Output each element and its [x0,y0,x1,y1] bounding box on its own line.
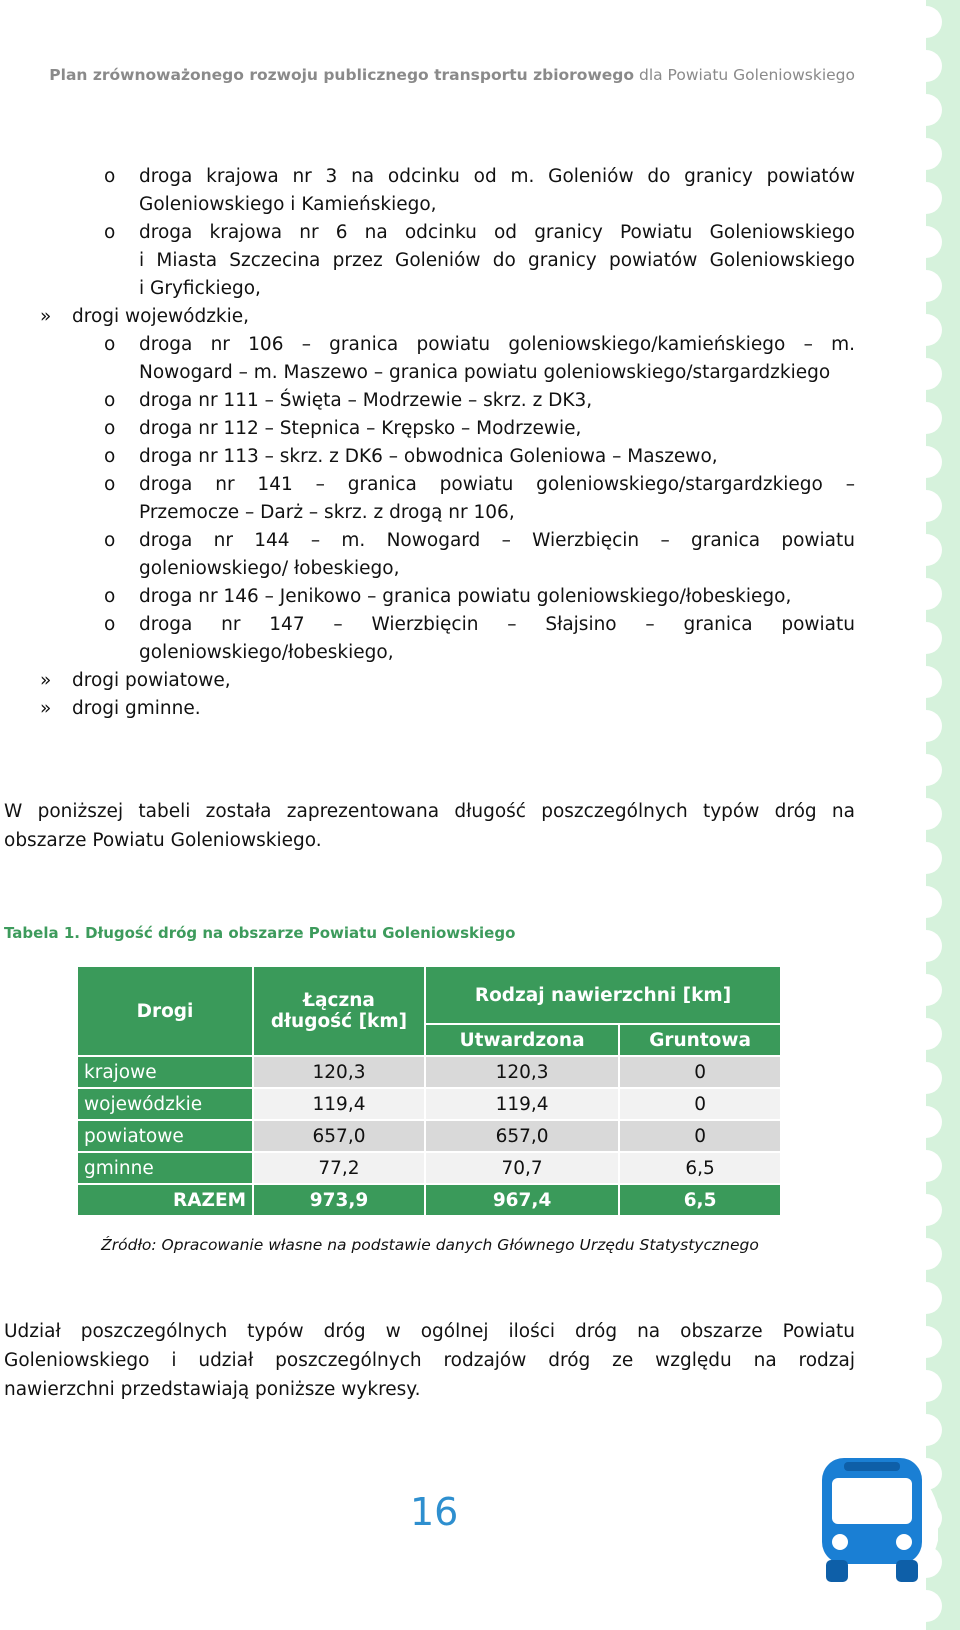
list-item-line: Przemocze – Darż – skrz. z drogą nr 106, [139,502,515,523]
cell-hardened: 657,0 [425,1120,619,1152]
row-label: wojewódzkie [77,1088,253,1120]
intro-line: W poniższej tabeli została zaprezentowana długość poszczególnych typów dróg na [4,801,855,822]
header-drogi: Drogi [77,966,253,1056]
list-item-line: droga nr 112 – Stepnica – Krępsko – Modrzewie, [139,418,582,439]
cell-total: 657,0 [253,1120,425,1152]
table-row [77,1088,781,1120]
cell-hardened: 967,4 [425,1184,619,1216]
outro-line: nawierzchni przedstawiają poniższe wykresy. [4,1379,421,1400]
bullet-marker: o [104,166,116,187]
list-item-line: droga nr 147 – Wierzbięcin – Słajsino – granica powiatu [139,614,855,635]
list-item [104,527,855,583]
header-surface-type: Rodzaj nawierzchni [km] [425,966,781,1024]
table-row [77,1120,781,1152]
cell-total: 973,9 [253,1184,425,1216]
row-label-total: RAZEM [77,1184,253,1216]
cell-dirt: 6,5 [619,1184,781,1216]
header-subtitle: dla Powiatu Goleniowskiego [638,66,855,84]
header-dirt: Gruntowa [619,1024,781,1056]
cell-total: 77,2 [253,1152,425,1184]
cell-dirt: 6,5 [619,1152,781,1184]
intro-line: obszarze Powiatu Goleniowskiego. [4,830,322,851]
list-heading-text: drogi powiatowe, [72,670,231,691]
row-label: gminne [77,1152,253,1184]
list-item-line: droga nr 106 – granica powiatu goleniowskiego/kamieńskiego – m. [139,334,855,355]
row-label: powiatowe [77,1120,253,1152]
cell-hardened: 70,7 [425,1152,619,1184]
list-item-line: droga nr 146 – Jenikowo – granica powiatu goleniowskiego/łobeskiego, [139,586,792,607]
list-item-line: droga nr 113 – skrz. z DK6 – obwodnica Goleniowa – Maszewo, [139,446,718,467]
road-length-table [76,965,782,1217]
list-item-line: droga nr 144 – m. Nowogard – Wierzbięcin – granica powiatu [139,530,855,551]
cell-total: 120,3 [253,1056,425,1088]
bullet-marker: o [104,474,116,495]
bullet-marker: o [104,614,116,635]
list-item [104,387,855,415]
table-caption: Tabela 1. Długość dróg na obszarze Powiatu Goleniowskiego [4,924,516,942]
list-heading [40,303,840,331]
list-item-line: Goleniowskiego i Kamieńskiego, [139,194,437,215]
cell-dirt: 0 [619,1120,781,1152]
list-item-line: droga nr 141 – granica powiatu goleniowskiego/stargardzkiego – [139,474,855,495]
bullet-marker: o [104,446,116,467]
bullet-marker: » [40,306,52,327]
list-heading-text: drogi gminne. [72,698,201,719]
list-item [104,331,855,387]
page-header [0,66,855,84]
list-item [104,163,855,219]
header-total-length: Łączna długość [km] [253,966,425,1056]
table-total-row [77,1184,781,1216]
bullet-marker: o [104,390,116,411]
list-item-line: goleniowskiego/łobeskiego, [139,642,394,663]
cell-hardened: 120,3 [425,1056,619,1088]
bullet-marker: » [40,698,52,719]
row-label: krajowe [77,1056,253,1088]
list-item-line: droga nr 111 – Święta – Modrzewie – skrz. z DK3, [139,390,593,411]
table-row [77,1056,781,1088]
cell-hardened: 119,4 [425,1088,619,1120]
list-item-line: goleniowskiego/ łobeskiego, [139,558,400,579]
outro-paragraph [4,1317,855,1404]
list-item [104,415,855,443]
list-item-line: Nowogard – m. Maszewo – granica powiatu goleniowskiego/stargardzkiego [139,362,831,383]
intro-paragraph [4,797,855,855]
cell-total: 119,4 [253,1088,425,1120]
bullet-marker: o [104,334,116,355]
bullet-marker: o [104,586,116,607]
bullet-marker: o [104,530,116,551]
scalloped-edge-decoration [926,0,960,1630]
header-hardened: Utwardzona [425,1024,619,1056]
list-item [104,611,855,667]
cell-dirt: 0 [619,1088,781,1120]
list-item-line: droga krajowa nr 3 na odcinku od m. Goleniów do granicy powiatów [139,166,855,187]
outro-line: Udział poszczególnych typów dróg w ogólnej ilości dróg na obszarze Powiatu [4,1321,855,1342]
list-item-line: i Miasta Szczecina przez Goleniów do granicy powiatów Goleniowskiego [139,250,855,271]
list-item [104,443,855,471]
page-number: 16 [410,1490,459,1534]
list-item [104,219,855,303]
table-row [77,1152,781,1184]
outro-line: Goleniowskiego i udział poszczególnych rodzajów dróg ze względu na rodzaj [4,1350,855,1371]
list-item [104,583,855,611]
bus-icon [808,1448,938,1598]
list-item-line: i Gryfickiego, [139,278,261,299]
list-heading [40,695,840,723]
bullet-marker: o [104,418,116,439]
header-title: Plan zrównoważonego rozwoju publicznego transportu zbiorowego [49,66,635,84]
list-item-line: droga krajowa nr 6 na odcinku od granicy Powiatu Goleniowskiego [139,222,855,243]
cell-dirt: 0 [619,1056,781,1088]
list-heading-text: drogi wojewódzkie, [72,306,250,327]
table-source: Źródło: Opracowanie własne na podstawie danych Głównego Urzędu Statystycznego [101,1236,759,1254]
list-heading [40,667,840,695]
bullet-marker: » [40,670,52,691]
list-item [104,471,855,527]
bullet-marker: o [104,222,116,243]
